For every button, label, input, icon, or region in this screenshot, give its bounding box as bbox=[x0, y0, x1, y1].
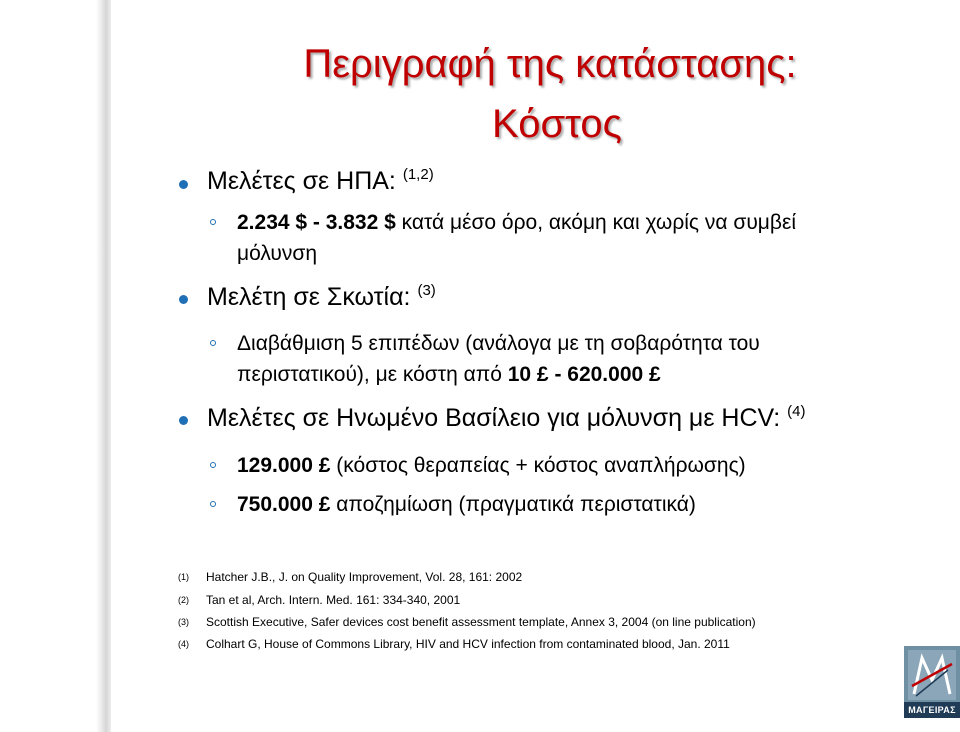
list-item-bold-value: 750.000 £ bbox=[237, 493, 331, 516]
sub-bullet-icon bbox=[210, 462, 216, 468]
section-heading-uk bbox=[207, 403, 806, 433]
mageiras-logo-icon bbox=[908, 650, 956, 700]
reference-number: (4) bbox=[178, 639, 189, 649]
reference-item bbox=[178, 569, 522, 585]
sub-bullet-icon bbox=[210, 219, 216, 225]
sub-bullet-icon bbox=[210, 340, 216, 346]
list-item bbox=[237, 492, 696, 518]
bullet-icon bbox=[179, 180, 188, 189]
list-item-text: αποζημίωση (πραγματικά περιστατικά) bbox=[330, 493, 696, 516]
reference-text: Colhart G, House of Commons Library, HIV and HCV infection from contaminated blood, Jan. 2011 bbox=[206, 637, 730, 651]
reference-number: (1) bbox=[178, 572, 189, 582]
section-heading-citation: (1,2) bbox=[402, 166, 434, 183]
list-item-continuation: μόλυνση bbox=[237, 242, 318, 265]
list-item-text: περιστατικού), με κόστη από bbox=[237, 363, 508, 386]
reference-number: (3) bbox=[178, 617, 189, 627]
list-item-text: κατά μέσο όρο, ακόμη και χωρίς να συμβεί bbox=[395, 211, 797, 234]
reference-number: (2) bbox=[178, 595, 189, 605]
section-heading-text: Μελέτες σε ΗΠΑ: bbox=[207, 167, 396, 195]
section-heading-text: Μελέτες σε Ηνωμένο Βασίλειο για μόλυνση με HCV: bbox=[207, 404, 781, 432]
section-heading-text: Μελέτη σε Σκωτία: bbox=[207, 283, 411, 311]
list-item-text: (κόστος θεραπείας + κόστος αναπλήρωσης) bbox=[330, 454, 746, 477]
company-logo bbox=[904, 646, 960, 718]
reference-item bbox=[178, 636, 730, 652]
reference-item bbox=[178, 592, 460, 608]
list-item bbox=[237, 453, 746, 479]
list-item: Διαβάθμιση 5 επιπέδων (ανάλογα με τη σοβαρότητα του bbox=[237, 332, 760, 355]
list-item-bold-value: 10 £ - 620.000 £ bbox=[507, 363, 661, 386]
slide-title-line-1: Περιγραφή της κατάστασης: bbox=[303, 42, 797, 86]
reference-item bbox=[178, 614, 756, 630]
list-item bbox=[237, 210, 796, 236]
left-decorative-bar bbox=[0, 0, 111, 732]
sub-bullet-icon bbox=[210, 501, 216, 507]
section-heading-citation: (3) bbox=[417, 282, 436, 299]
list-item-bold-value: 2.234 $ - 3.832 $ bbox=[237, 211, 396, 234]
list-item-continuation bbox=[237, 362, 661, 388]
slide-title-line-2: Κόστος bbox=[492, 102, 622, 146]
logo-text: ΜΑΓΕΙΡΑΣ bbox=[904, 702, 960, 718]
section-heading-usa bbox=[207, 166, 434, 196]
reference-text: Tan et al, Arch. Intern. Med. 161: 334-340, 2001 bbox=[206, 593, 461, 607]
section-heading-citation: (4) bbox=[787, 403, 806, 420]
bullet-icon bbox=[179, 416, 188, 425]
bullet-icon bbox=[179, 295, 188, 304]
reference-text: Scottish Executive, Safer devices cost benefit assessment template, Annex 3, 2004 (on line publication) bbox=[206, 615, 756, 629]
list-item-bold-value: 129.000 £ bbox=[237, 454, 331, 477]
section-heading-scotland bbox=[207, 282, 436, 312]
reference-text: Hatcher J.B., J. on Quality Improvement, Vol. 28, 161: 2002 bbox=[206, 570, 523, 584]
